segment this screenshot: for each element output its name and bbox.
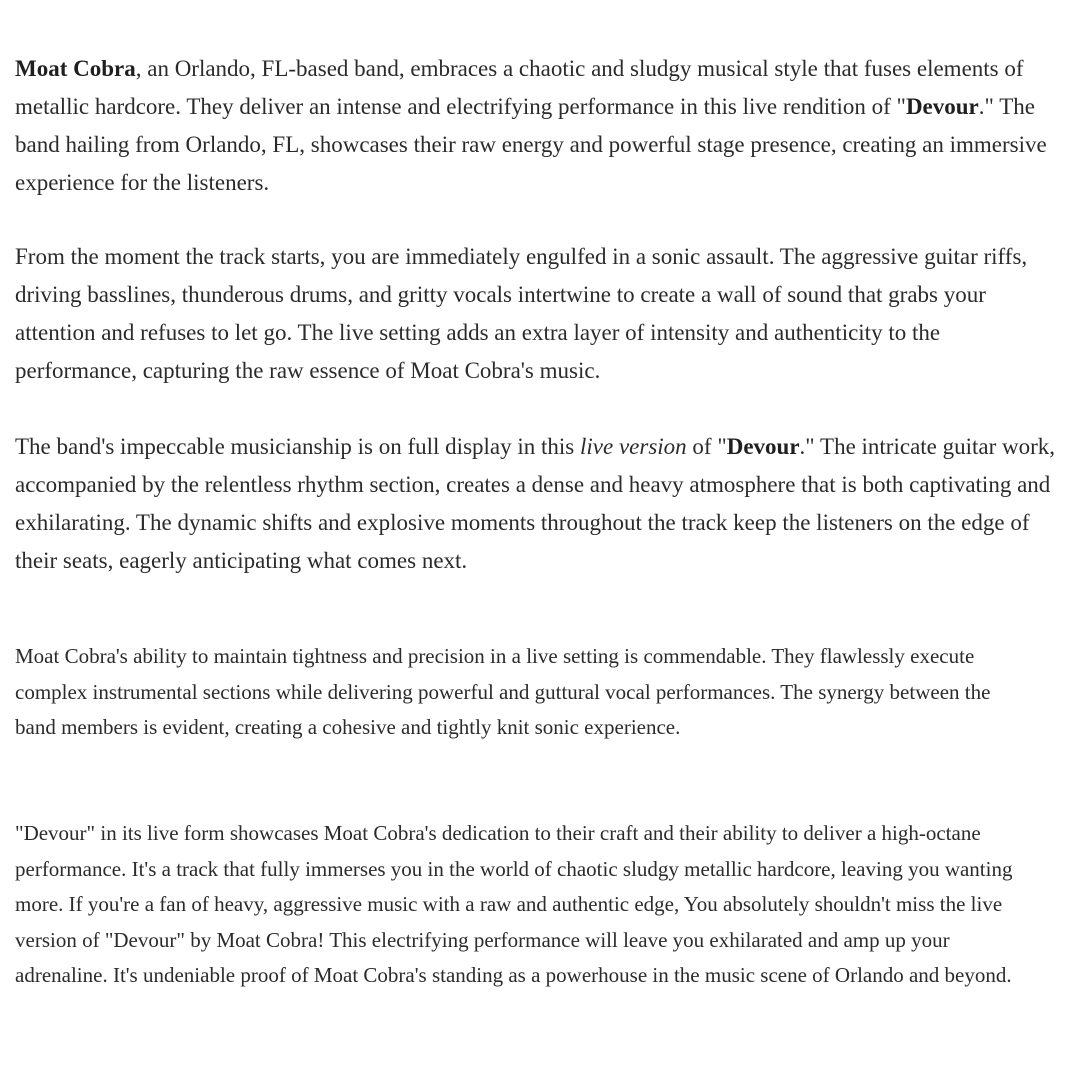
paragraph-musicianship [15, 428, 1065, 580]
paragraph-conclusion: "Devour" in its live form showcases Moat Cobra's dedication to their craft and their ability to deliver a high-octane performance. It's a track that fully immerses you in the world of chaotic sludgy metallic hardcore, leaving you wanting more. If you're a fan of heavy, aggressive music with a raw and authentic edge, You absolutely shouldn't miss the live version of "Devour" by Moat Cobra! This electrifying performance will leave you exhilarated and amp up your adrenaline. It's undeniable proof of Moat Cobra's standing as a powerhouse in the music scene of Orlando and beyond. [15, 821, 1013, 988]
song-title: Devour [726, 434, 800, 459]
paragraph-text: ." The band hailing from Orlando, FL, showcases their raw energy and powerful stage presence, creating an immersive experience for the listeners. [15, 94, 1047, 195]
paragraph-text: The band's impeccable musicianship is on full display in this [15, 434, 580, 459]
song-title: Devour [905, 94, 979, 119]
paragraph-tightness: Moat Cobra's ability to maintain tightness and precision in a live setting is commendable. They flawlessly execute complex instrumental sections while delivering powerful and guttural vocal performances. The synergy between the band members is evident, creating a cohesive and tightly knit sonic experience. [15, 644, 991, 740]
paragraph-text: ." The intricate guitar work, accompanied by the relentless rhythm section, creates a dense and heavy atmosphere that is both captivating and exhilarating. The dynamic shifts and explosive moments throughout the track keep the listeners on the edge of their seats, eagerly anticipating what comes next. [15, 434, 1056, 573]
paragraph-text: , an Orlando, FL-based band, embraces a chaotic and sludgy musical style that fuses elements of metallic hardcore. They deliver an intense and electrifying performance in this live rendition of " [15, 56, 1024, 119]
paragraph-sound: From the moment the track starts, you are immediately engulfed in a sonic assault. The aggressive guitar riffs, driving basslines, thunderous drums, and gritty vocals intertwine to create a wall of sound that grabs your attention and refuses to let go. The live setting adds an extra layer of intensity and authenticity to the performance, capturing the raw essence of Moat Cobra's music. [15, 244, 1028, 383]
paragraph-intro [15, 50, 1065, 202]
emphasis-text: live version [580, 434, 687, 459]
band-name: Moat Cobra [15, 56, 136, 81]
paragraph-text: of " [686, 434, 727, 459]
